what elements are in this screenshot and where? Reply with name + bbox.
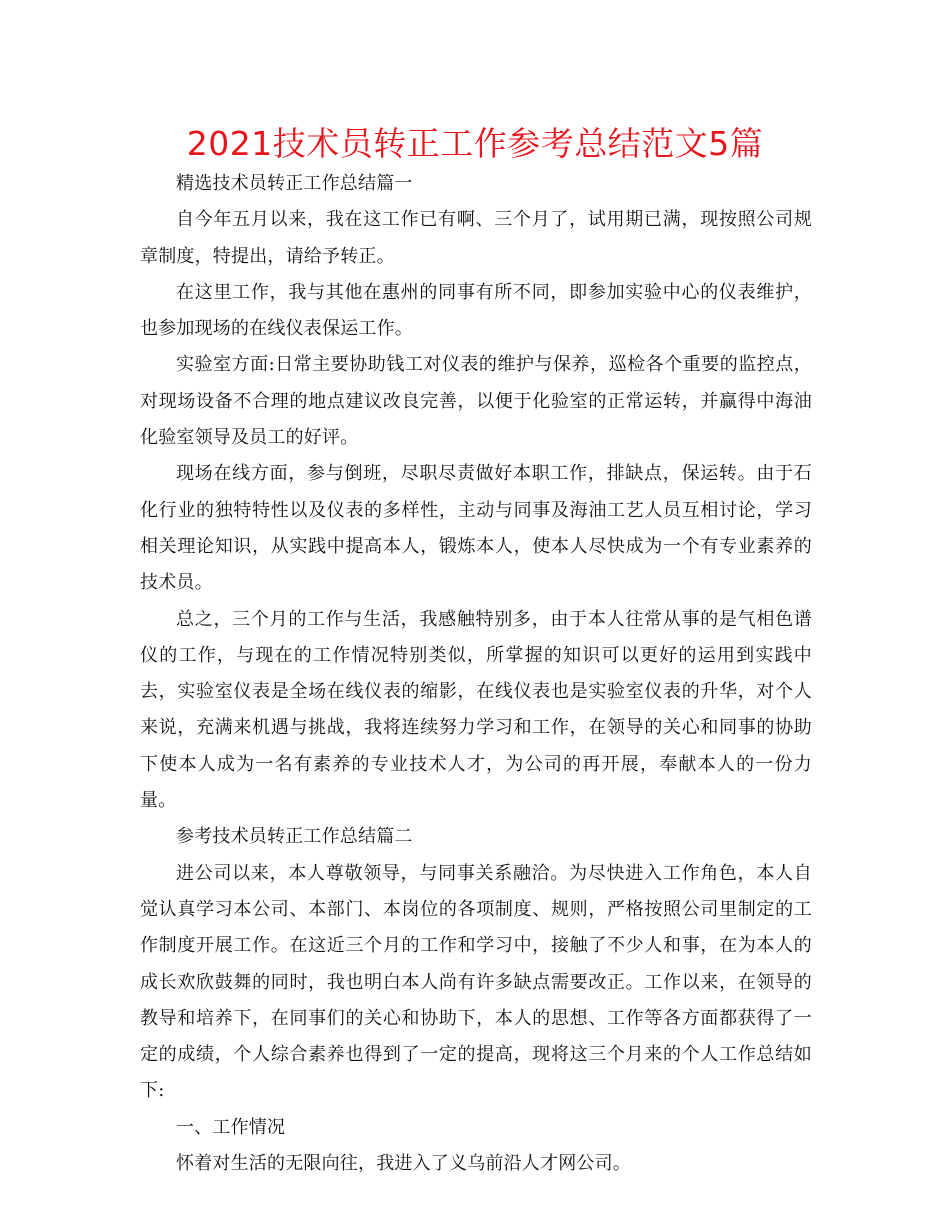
section-heading-2: 参考技术员转正工作总结篇二 [176, 826, 413, 848]
body-paragraph: 怀着对生活的无限向往，我进入了义乌前沿人才网公司。 [176, 1153, 631, 1175]
body-paragraph: 自今年五月以来，我在这工作已有啊、三个月了，试用期已满，现按照公司规章制度，特提出，请给予转正。 [140, 209, 812, 267]
section-heading-1: 精选技术员转正工作总结篇一 [176, 173, 413, 194]
body-paragraph: 总之，三个月的工作与生活，我感触特别多，由于本人往常从事的是气相色谱仪的工作，与现在的工作情况特别类似，所掌握的知识可以更好的运用到实践中去，实验室仪表是全场在线仪表的缩影，在线仪表也是实验室仪表的升华，对个人来说，充满来机遇与挑战，我将连续努力学习和工作，在领导的关心和同事的协助下使本人成为一名有素养的专业技术人才，为公司的再开展，奉献本人的一份力量。 [140, 608, 812, 812]
body-paragraph: 进公司以来，本人尊敬领导，与同事关系融洽。为尽快进入工作角色，本人自觉认真学习本公司、本部门、本岗位的各项制度、规则，严格按照公司里制定的工作制度开展工作。在这近三个月的工作和学习中，接触了不少人和事，在为本人的成长欢欣鼓舞的同时，我也明白本人尚有许多缺点需要改正。工作以来，在领导的教导和培养下，在同事们的关心和协助下，本人的思想、工作等各方面都获得了一定的成绩，个人综合素养也得到了一定的提高，现将这三个月来的个人工作总结如下: [140, 862, 812, 1102]
body-paragraph: 现场在线方面，参与倒班，尽职尽责做好本职工作，排缺点，保运转。由于石化行业的独特特性以及仪表的多样性，主动与同事及海油工艺人员互相讨论，学习相关理论知识，从实践中提高本人，锻炼本人，使本人尽快成为一个有专业素养的技术员。 [140, 463, 812, 594]
body-paragraph: 在这里工作，我与其他在惠州的同事有所不同，即参加实验中心的仪表维护，也参加现场的在线仪表保运工作。 [140, 281, 812, 340]
subsection-heading: 一、工作情况 [176, 1116, 286, 1138]
document-title: 2021技术员转正工作参考总结范文5篇 [186, 124, 764, 163]
body-paragraph: 实验室方面:日常主要协助钱工对仪表的维护与保养，巡检各个重要的监控点，对现场设备不合理的地点建议改良完善，以便于化验室的正常运转，并赢得中海油化验室领导及员工的好评。 [140, 354, 812, 449]
document-body [140, 166, 812, 1182]
